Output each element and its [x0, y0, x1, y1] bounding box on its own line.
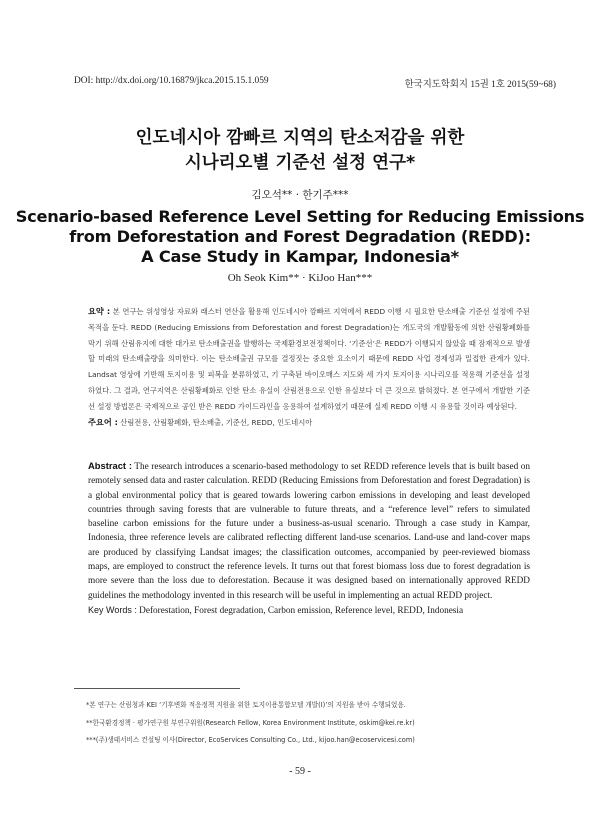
korean-keywords	[88, 415, 530, 431]
doi-text: DOI: http://dx.doi.org/10.16879/jkca.2015.15.1.059	[74, 76, 269, 86]
english-title-line: A Case Study in Kampar, Indonesia*	[141, 247, 459, 266]
english-abstract	[88, 459, 530, 618]
footnote-author-1: **한국환경정책 · 평가연구원 부연구위원(Research Fellow, Korea Environment Institute, oskim@kei.re.kr)	[86, 718, 415, 727]
korean-authors: 김오석** · 한기주***	[251, 189, 349, 201]
footnotes	[86, 697, 536, 750]
english-abstract-text: The research introduces a scenario-based methodology to set REDD reference levels that is built based on remotely sensed data and raster calculation. REDD (Reducing Emissions from Deforestation and forest Degradation) is a global environmental policy that is geared towards lowering carbon emissions in developing and least developed countries through saving forests that are vulnerable to future threats, and a “reference level” refers to simulated baseline carbon emissions for the future under a business-as-usual scenario. Through a case study in Kampar, Indonesia, three reference levels are calibrated reflecting different land-use scenarios. Land-use and land-cover maps are produced by classifying Landsat images; the classification outcomes, accompanied by peer-reviewed biomass maps, are employed to construct the reference levels. It turns out that forest biomass loss due to forest degradation is more severe than the loss due to deforestation. Because it was designed based on internationally approved REDD guidelines the methodology invented in this research will be useful in implementing an actual REDD project.	[88, 462, 530, 601]
english-abstract-body	[88, 459, 530, 603]
english-keywords	[88, 603, 530, 618]
korean-title-line: 시나리오별 기준선 설정 연구*	[184, 153, 416, 173]
english-title-line: from Deforestation and Forest Degradation (REDD):	[69, 227, 531, 246]
korean-abstract-label: 요약 :	[88, 306, 111, 316]
korean-title-line: 인도네시아 깜빠르 지역의 탄소저감을 위한	[135, 128, 465, 148]
english-title-line: Scenario-based Reference Level Setting for Reducing Emissions	[15, 207, 585, 226]
running-header	[74, 76, 556, 90]
korean-abstract	[88, 304, 530, 430]
journal-citation: 한국지도학회지 15권 1호 2015(59~68)	[404, 80, 556, 90]
footnote-author-2: ***(주)생태서비스 컨설팅 이사(Director, EcoServices Consulting Co., Ltd., kijoo.han@ecoservicesi.com)	[86, 736, 415, 744]
korean-title	[0, 126, 600, 176]
english-authors: Oh Seok Kim** · KiJoo Han***	[227, 272, 373, 284]
english-title	[0, 207, 600, 267]
footnote-funding: *본 연구는 산림청과 KEI ‘기후변화 적응정책 지원을 위한 토지이용통합모델 개발(I)’의 지원을 받아 수행되었음.	[86, 701, 406, 709]
korean-abstract-text: 본 연구는 위성영상 자료와 래스터 연산을 활용해 인도네시아 깜빠르 지역에서 REDD 이행 시 필요한 탄소배출 기준선 설정에 주된 목적을 둔다. REDD (Reducing Emissions from Deforestation and forest Degradation)는 개도국의 개발활동에 의한 산림황폐화를 막기 위해 산림유지에 대한 대가로 탄소배출권을 발행하는 국제환경보전정책이다. ‘기준선’은 REDD가 이행되지 않았을 때 잠재적으로 발생할 미래의 탄소배출량을 의미한다. 이는 탄소배출권 규모를 결정짓는 중요한 요소이기 때문에 REDD 사업 경제성과 밀접한 관계가 있다. Landsat 영상에 기반해 토지이용 및 피복을 분류하였고, 기 구축된 바이오매스 지도와 세 가지 토지이용 시나리오를 적용해 기준선을 설정하였다. 그 결과, 연구지역은 산림황폐화로 인한 탄소 유실이 산림전용으로 인한 유실보다 더 큰 것으로 밝혀졌다. 본 연구에서 개발한 기준선 설정 방법론은 국제적으로 공인 받은 REDD 가이드라인을 응용하여 설계하였기 때문에 실제 REDD 이행 시 유용할 것이라 예상된다.	[88, 307, 530, 411]
footnote-divider	[74, 688, 240, 689]
korean-keywords-text: 산림전용, 산림황폐화, 탄소배출, 기준선, REDD, 인도네시아	[120, 417, 313, 427]
korean-keywords-label: 주요어 :	[88, 416, 118, 427]
korean-abstract-body	[88, 304, 530, 415]
english-keywords-label: Key Words :	[88, 604, 137, 615]
page-number: - 59 -	[289, 766, 311, 777]
english-abstract-label: Abstract :	[88, 460, 132, 471]
english-keywords-text: Deforestation, Forest degradation, Carbon emission, Reference level, REDD, Indonesia	[139, 605, 464, 616]
